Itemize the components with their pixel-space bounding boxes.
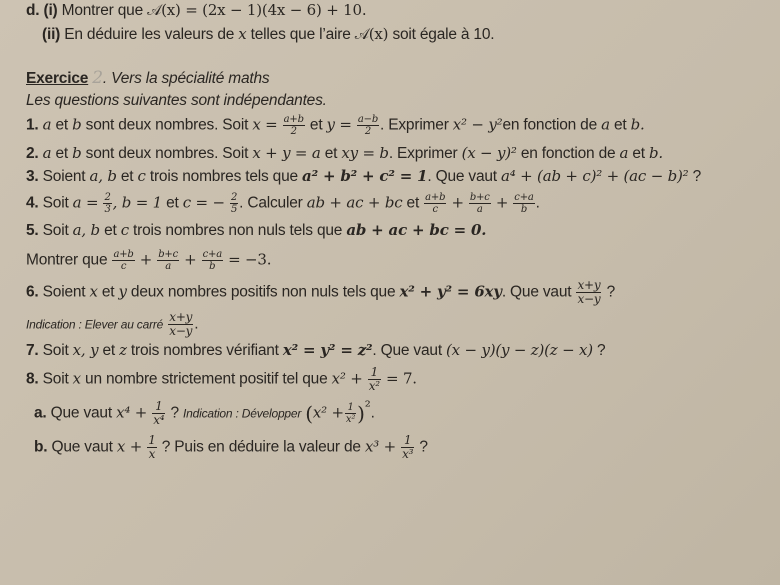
text: Montrer que <box>26 251 108 269</box>
fraction <box>424 192 446 215</box>
text: ? <box>170 404 179 422</box>
math-expr: x = <box>252 115 278 134</box>
text: Soit <box>42 342 69 359</box>
numerator: a+b <box>425 192 446 203</box>
text: ? <box>692 168 702 185</box>
question-number: 8. <box>26 370 39 388</box>
text: en fonction de <box>520 145 616 162</box>
text: et <box>166 194 179 212</box>
exercise-title: Exercice <box>26 70 89 87</box>
text: ? <box>606 283 615 301</box>
question-8a: a. Que vaut x⁴ + $\frac{1}{\text{x⁴}}$ ? Indication : Développer (x² + $\frac{1}{\text{x²}}$ )$^{^2}$. <box>34 397 375 427</box>
math-expr: c = − <box>182 193 225 212</box>
fraction <box>345 402 356 425</box>
math-var: x <box>72 369 81 388</box>
text: trois nombres non nuls tels que <box>133 222 343 239</box>
numerator: b+c <box>158 249 179 260</box>
text: deux nombres positifs non nuls tels que <box>130 283 396 301</box>
text: . Exprimer <box>388 145 458 162</box>
fraction <box>576 279 601 306</box>
fraction <box>469 192 491 215</box>
exercise-number-handwritten: 2 <box>92 68 103 88</box>
math-expr: x² = y² = z² <box>282 341 373 359</box>
text: et <box>614 116 627 134</box>
math-expr: x³ + <box>364 437 396 456</box>
text: et <box>101 283 115 301</box>
text: et <box>324 145 338 162</box>
plus-sign: + <box>184 250 197 269</box>
math-expr: x⁴ + <box>116 403 148 422</box>
part-d-ii <box>42 24 494 45</box>
math-expr: xy = b <box>341 144 389 162</box>
math-var: a, b <box>72 221 100 239</box>
math-expr: = −3. <box>228 250 272 269</box>
subquestion-label: b. <box>34 438 48 456</box>
denominator: 5 <box>230 204 238 215</box>
fraction <box>112 249 134 272</box>
math-var: c <box>137 167 146 185</box>
math-expr: (x − y)(y − z)(z − x) <box>446 341 593 359</box>
question-8b <box>34 434 428 461</box>
math-expr: x + <box>116 437 143 456</box>
denominator: 2 <box>364 126 372 137</box>
question-number: 2. <box>26 145 39 162</box>
text: . Que vaut <box>501 283 572 301</box>
math-expr: x² + <box>331 369 363 388</box>
math-expr: x² + <box>312 403 344 422</box>
numerator: x+y <box>577 278 601 292</box>
denominator: 3 <box>104 204 111 215</box>
text: trois nombres tels que <box>149 168 298 185</box>
subquestion-label: a. <box>34 404 47 422</box>
numerator: c+a <box>202 249 222 260</box>
text: et <box>55 145 69 162</box>
hint-text: Indication : Elever au carré <box>26 317 164 332</box>
math-var: c <box>120 221 129 239</box>
question-number: 6. <box>26 283 39 301</box>
denominator: b <box>209 261 216 272</box>
text: et <box>406 194 420 212</box>
numerator: 2 <box>104 192 111 203</box>
denominator: b <box>520 204 528 215</box>
denominator: a <box>165 261 171 272</box>
math-var: x, y <box>72 341 99 359</box>
fraction <box>357 114 379 137</box>
plus-sign: + <box>495 193 509 212</box>
math-var: a <box>619 144 629 162</box>
text: un nombre strictement positif tel que <box>85 370 328 388</box>
part-d-i <box>26 0 366 21</box>
text: et <box>120 168 134 185</box>
math-expr: = 7. <box>386 369 417 388</box>
math-expr: a = <box>72 193 99 212</box>
question-5-show <box>26 249 271 272</box>
text: en fonction de <box>502 116 598 134</box>
math-expr: x² + y² = 6xy <box>399 282 502 301</box>
text: et <box>632 145 645 162</box>
math-var: a <box>42 115 52 134</box>
math-var: b. <box>649 144 664 162</box>
denominator: a <box>476 204 483 215</box>
math-var: a <box>601 115 610 134</box>
fraction <box>368 366 381 393</box>
denominator: x−y <box>577 292 601 306</box>
text: et <box>55 116 69 134</box>
denominator: x−y <box>169 324 193 338</box>
text: et <box>102 342 115 359</box>
math-var: a <box>42 144 52 162</box>
numerator: a+b <box>113 249 134 260</box>
exercise-header <box>26 68 269 89</box>
text: Soit <box>42 222 69 239</box>
text: . Que vaut <box>427 168 497 185</box>
math-expr: a² + b² + c² = 1 <box>302 167 428 185</box>
question-8 <box>26 366 417 393</box>
part-d-ii-text: soit égale à 10. <box>392 26 495 43</box>
question-1 <box>26 114 645 137</box>
question-5 <box>26 220 486 241</box>
denominator: x² <box>345 414 356 425</box>
denominator: x² <box>368 379 380 393</box>
numerator: 1 <box>152 400 165 414</box>
text: . <box>535 194 540 212</box>
part-d-ii-label: (ii) <box>42 26 61 43</box>
question-number: 1. <box>26 116 39 134</box>
part-d-i-text: Montrer que <box>61 2 143 19</box>
math-expr: 𝒜(x) <box>354 25 389 43</box>
exercise-subtitle: . Vers la spécialité maths <box>102 70 270 87</box>
fraction <box>168 311 193 338</box>
exponent: ² <box>364 397 371 416</box>
question-6 <box>26 279 615 306</box>
text: ? <box>419 438 428 456</box>
numerator: b+c <box>469 192 490 203</box>
question-4 <box>26 192 540 215</box>
text: sont deux nombres. Soit <box>85 116 249 134</box>
math-var: z <box>119 341 127 359</box>
numerator: a−b <box>357 114 379 125</box>
denominator: c <box>432 204 438 215</box>
fraction <box>283 114 305 137</box>
math-expr: ab + ac + bc = 0. <box>346 221 487 239</box>
denominator: x <box>148 447 156 461</box>
numerator: 1 <box>148 433 156 447</box>
math-expr: a⁴ + (ab + c)² + (ac − b)² <box>501 167 689 185</box>
text: . Calculer <box>239 194 303 212</box>
plus-sign: + <box>139 250 153 269</box>
fraction <box>202 249 223 272</box>
text: . <box>194 315 199 333</box>
text: Que vaut <box>50 404 112 422</box>
math-var: y <box>118 282 127 301</box>
question-7 <box>26 340 605 361</box>
numerator: 1 <box>401 434 414 448</box>
text: et <box>104 222 117 239</box>
exercise-intro: Les questions suivantes sont indépendantes. <box>26 92 327 109</box>
question-number: 3. <box>26 168 39 185</box>
text: . Que vaut <box>372 342 442 359</box>
text: Que vaut <box>51 438 113 456</box>
math-var: a, b <box>89 167 117 185</box>
part-d-i-formula: 𝒜(x) = (2x − 1)(4x − 6) + 10. <box>147 1 367 19</box>
text: Soit <box>42 194 69 212</box>
numerator: 1 <box>368 366 381 380</box>
fraction <box>147 434 156 461</box>
question-number: 7. <box>26 342 39 359</box>
fraction <box>513 192 534 215</box>
math-expr: , b = 1 <box>112 193 163 212</box>
paren: ) <box>357 401 365 426</box>
denominator: x⁴ <box>153 413 165 427</box>
numerator: 1 <box>345 402 356 414</box>
denominator: x³ <box>402 447 414 461</box>
fraction <box>157 249 179 272</box>
plus-sign: + <box>451 193 464 212</box>
numerator: 2 <box>230 192 238 203</box>
text: Soit <box>42 370 69 388</box>
text: Soient <box>42 283 86 301</box>
math-var: b <box>72 115 82 134</box>
math-var: b <box>72 144 82 162</box>
numerator: x+y <box>169 310 193 324</box>
fraction <box>230 192 238 215</box>
question-2 <box>26 143 663 164</box>
part-d-ii-text: telles que l’aire <box>250 26 351 43</box>
text: ? <box>597 342 606 359</box>
numerator: c+a <box>514 192 534 203</box>
math-expr: x + y = a <box>252 144 321 162</box>
question-number: 5. <box>26 222 39 239</box>
math-expr: y = <box>326 115 352 134</box>
text: et <box>309 116 323 134</box>
math-expr: (x − y)² <box>461 144 517 162</box>
part-d-i-label: d. (i) <box>26 2 58 19</box>
text: . Exprimer <box>380 116 449 134</box>
denominator: c <box>120 261 127 272</box>
question-3 <box>26 166 701 187</box>
math-var: x <box>89 282 98 301</box>
question-6-hint <box>26 311 198 338</box>
text: trois nombres vérifiant <box>130 342 279 359</box>
math-expr: x² − y² <box>452 115 503 134</box>
question-number: 4. <box>26 194 39 212</box>
math-var: b. <box>630 115 645 134</box>
numerator: a+b <box>283 114 304 125</box>
math-var: x <box>238 25 247 43</box>
text: sont deux nombres. Soit <box>85 145 249 162</box>
text: ? Puis en déduire la valeur de <box>161 438 361 456</box>
math-expr: ab + ac + bc <box>306 193 403 212</box>
text: Soient <box>42 168 86 185</box>
fraction <box>152 400 165 427</box>
fraction <box>401 434 414 461</box>
fraction <box>103 192 111 215</box>
hint-text: Indication : Développer <box>183 406 302 421</box>
part-d-ii-text: En déduire les valeurs de <box>64 26 235 43</box>
denominator: 2 <box>290 126 297 137</box>
paren: ( <box>305 401 313 426</box>
